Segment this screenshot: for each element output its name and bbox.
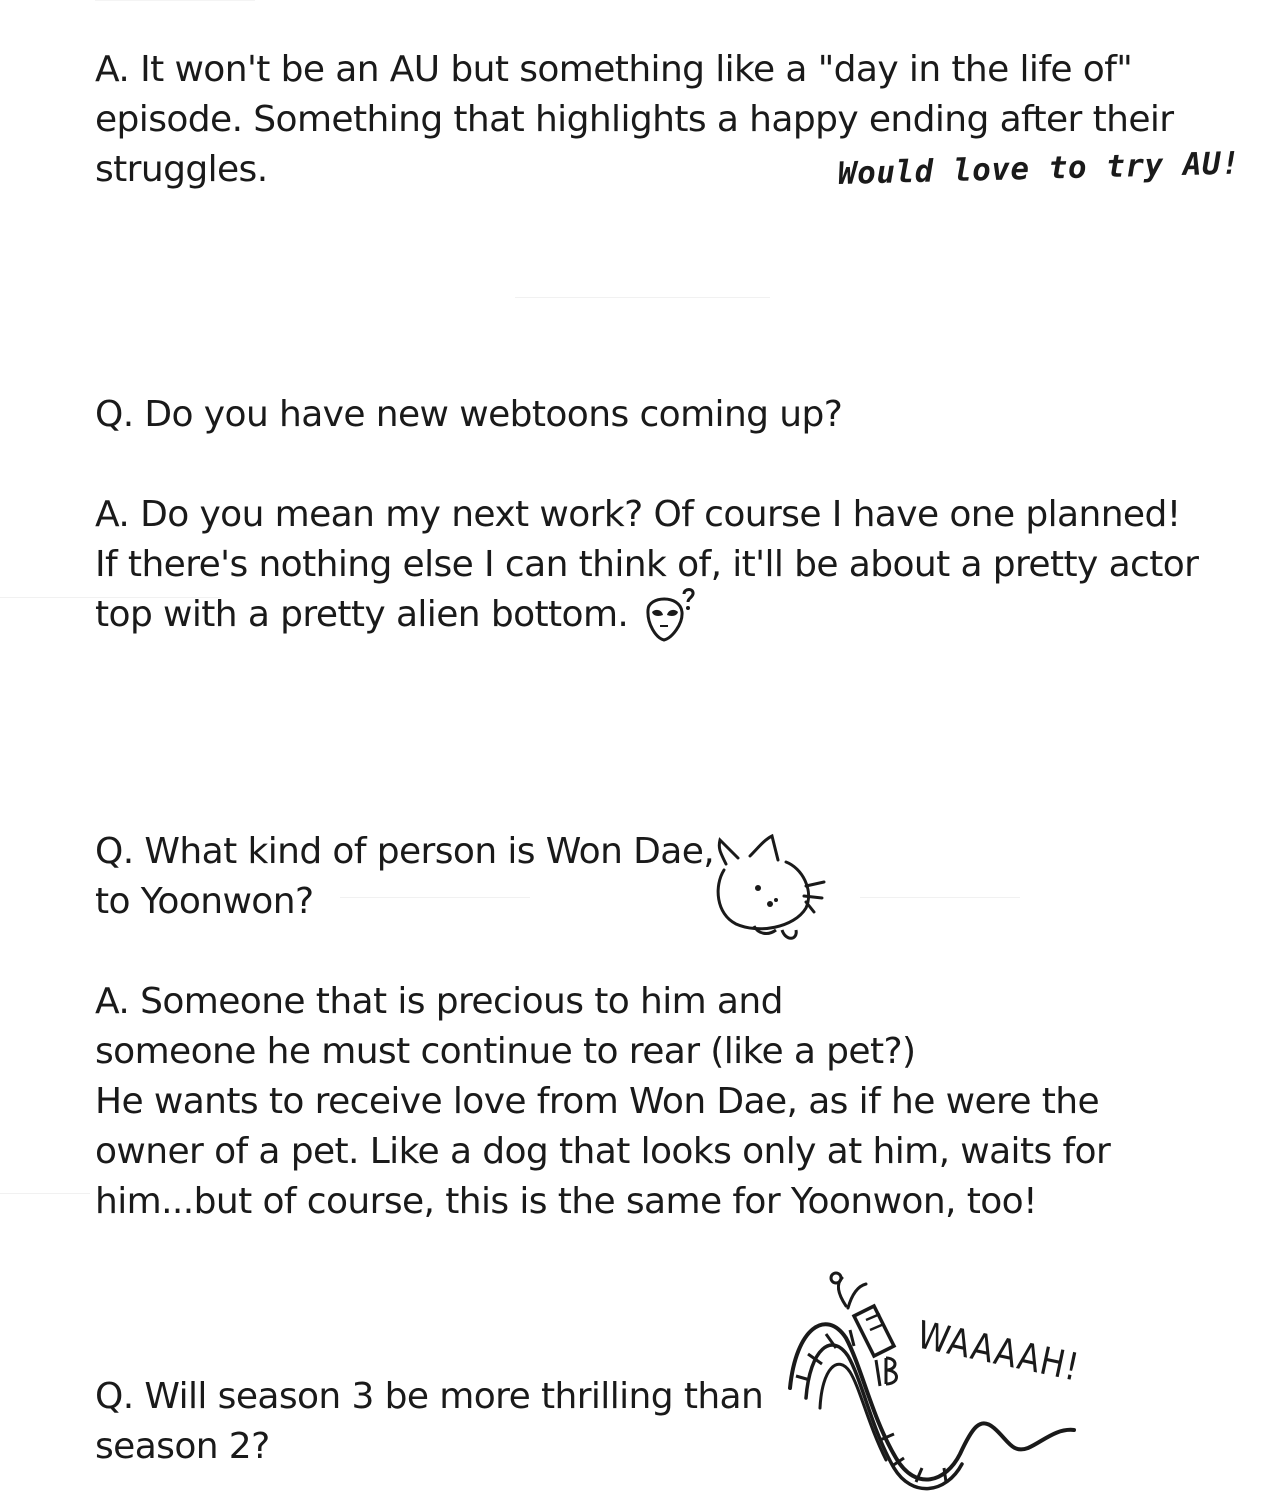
- answer-line: top with a pretty alien bottom.: [95, 594, 629, 635]
- question-season3: [95, 1372, 763, 1472]
- question-line: season 2?: [95, 1426, 270, 1467]
- answer-line: someone he must continue to rear (like a pet?): [95, 1031, 916, 1072]
- question-won-dae: [95, 827, 714, 927]
- answer-line: owner of a pet. Like a dog that looks only at him, waits for: [95, 1131, 1111, 1172]
- question-webtoons: [95, 390, 842, 440]
- cat-doodle-icon: [706, 830, 836, 948]
- faint-line: [0, 1193, 90, 1194]
- faint-line: [515, 297, 770, 298]
- answer-line: He wants to receive love from Won Dae, as if he were the: [95, 1081, 1100, 1122]
- answer-line: A. It won't be an AU but something like a "day in the life of": [95, 49, 1133, 90]
- answer-line: A. Do you mean my next work? Of course I have one planned!: [95, 494, 1181, 535]
- handwritten-note: Would love to try AU!: [837, 145, 1241, 192]
- faint-line: [95, 0, 255, 1]
- answer-line: struggles.: [95, 149, 268, 190]
- faint-line: [860, 897, 1020, 898]
- question-line: Q. What kind of person is Won Dae,: [95, 831, 715, 872]
- question-line: to Yoonwon?: [95, 881, 314, 922]
- question-line: Q. Do you have new webtoons coming up?: [95, 394, 843, 435]
- answer-line: If there's nothing else I can think of, it'll be about a pretty actor: [95, 544, 1199, 585]
- answer-line: A. Someone that is precious to him and: [95, 981, 783, 1022]
- answer-line: him...but of course, this is the same for Yoonwon, too!: [95, 1181, 1037, 1222]
- answer-won-dae: [95, 977, 1110, 1227]
- answer-line: episode. Something that highlights a happy ending after their: [95, 99, 1174, 140]
- sfx-text: WAAAAH!: [913, 1312, 1084, 1390]
- question-line: Q. Will season 3 be more thrilling than: [95, 1376, 764, 1417]
- alien-face-icon: [638, 588, 702, 652]
